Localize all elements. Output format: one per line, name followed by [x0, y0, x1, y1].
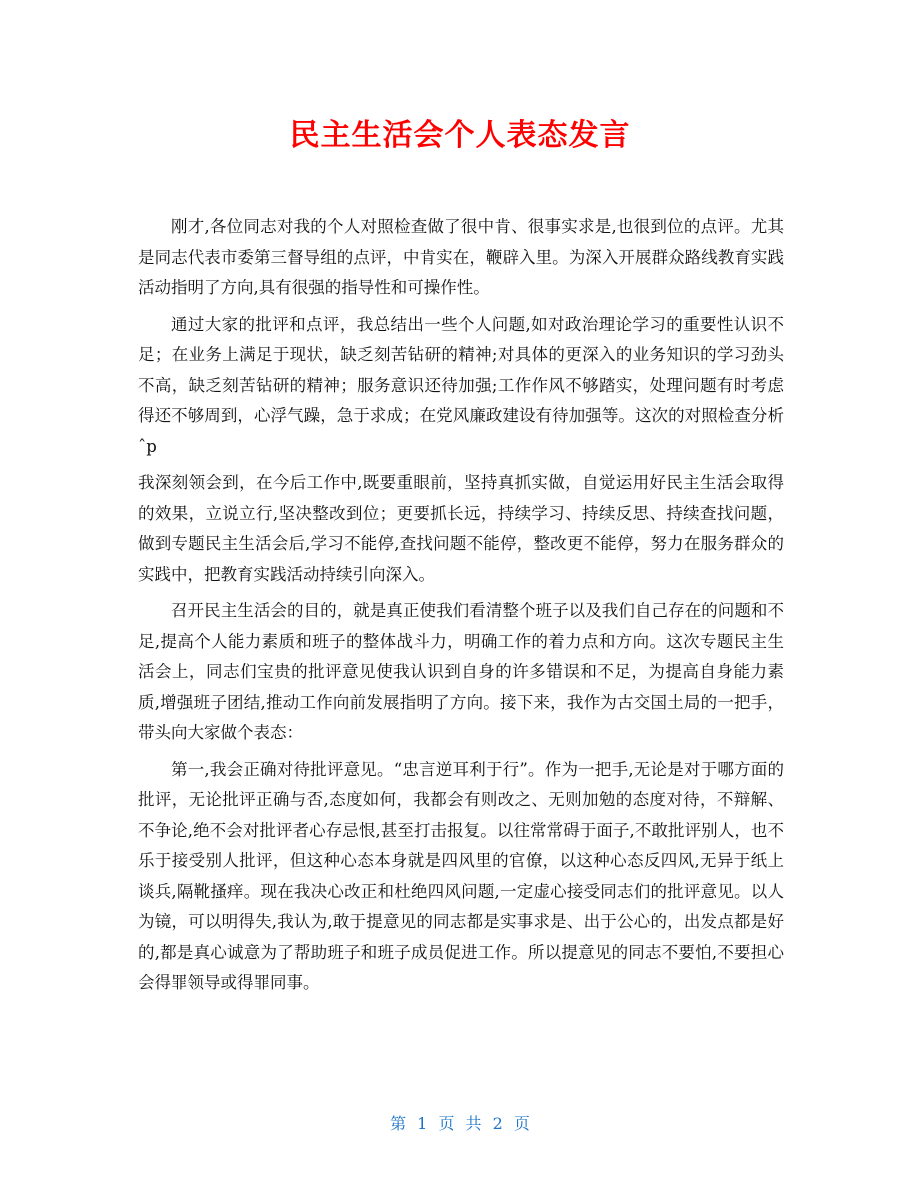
document-title: 民主生活会个人表态发言 [289, 118, 631, 153]
paragraph-2: 通过大家的批评和点评，我总结出一些个人问题,如对政治理论学习的重要性认识不足；在业务上满足于现状，缺乏刻苦钻研的精神;对具体的更深入的业务知识的学习劲头不高，缺乏刻苦钻研的精神；服务意识还待加强;工作作风不够踏实，处理问题有时考虑得还不够周到，心浮气躁，急于求成；在党风廉政建设有待加强等。这次的对照检查分析ˆp [138, 314, 784, 456]
paragraph-4: 召开民主生活会的目的，就是真正使我们看清整个班子以及我们自己存在的问题和不足,提高个人能力素质和班子的整体战斗力，明确工作的着力点和方向。这次专题民主生活会上，同志们宝贵的批评意见使我认识到自身的许多错误和不足，为提高自身能力素质,增强班子团结,推动工作向前发展指明了方向。接下来，我作为古交国土局的一把手，带头向大家做个表态： [138, 601, 784, 742]
paragraph-5: 第一,我会正确对待批评意见。“忠言逆耳利于行”。作为一把手,无论是对于哪方面的批评，无论批评正确与否,态度如何，我都会有则改之、无则加勉的态度对待，不辩解、不争论,绝不会对批评者心存忌恨,甚至打击报复。以往常常碍于面子,不敢批评别人，也不乐于接受别人批评，但这种心态本身就是四风里的官僚，以这种心态反四风,无异于纸上谈兵,隔靴搔痒。现在我决心改正和杜绝四风问题,一定虚心接受同志们的批评意见。以人为镜，可以明得失,我认为,敢于提意见的同志都是实事求是、出于公心的，出发点都是好的,都是真心诚意为了帮助班子和班子成员促进工作。所以提意见的同志不要怕,不要担心会得罪领导或得罪同事。 [138, 759, 784, 992]
paragraph-1: 刚才,各位同志对我的个人对照检查做了很中肯、很事实求是,也很到位的点评。尤其是同志代表市委第三督导组的点评，中肯实在，鞭辟入里。为深入开展群众路线教育实践活动指明了方向,具有很强的指导性和可操作性。 [138, 217, 784, 297]
paragraph-3: 我深刻领会到，在今后工作中,既要重眼前，坚持真抓实做，自觉运用好民主生活会取得的效果，立说立行,坚决整改到位；更要抓长远，持续学习、持续反思、持续查找问题，做到专题民主生活会后,学习不能停,查找问题不能停，整改更不能停，努力在服务群众的实践中，把教育实践活动持续引向深入。 [138, 473, 784, 584]
page-number-footer: 第 1 页 共 2 页 [390, 1114, 530, 1133]
document-body [138, 212, 784, 1005]
